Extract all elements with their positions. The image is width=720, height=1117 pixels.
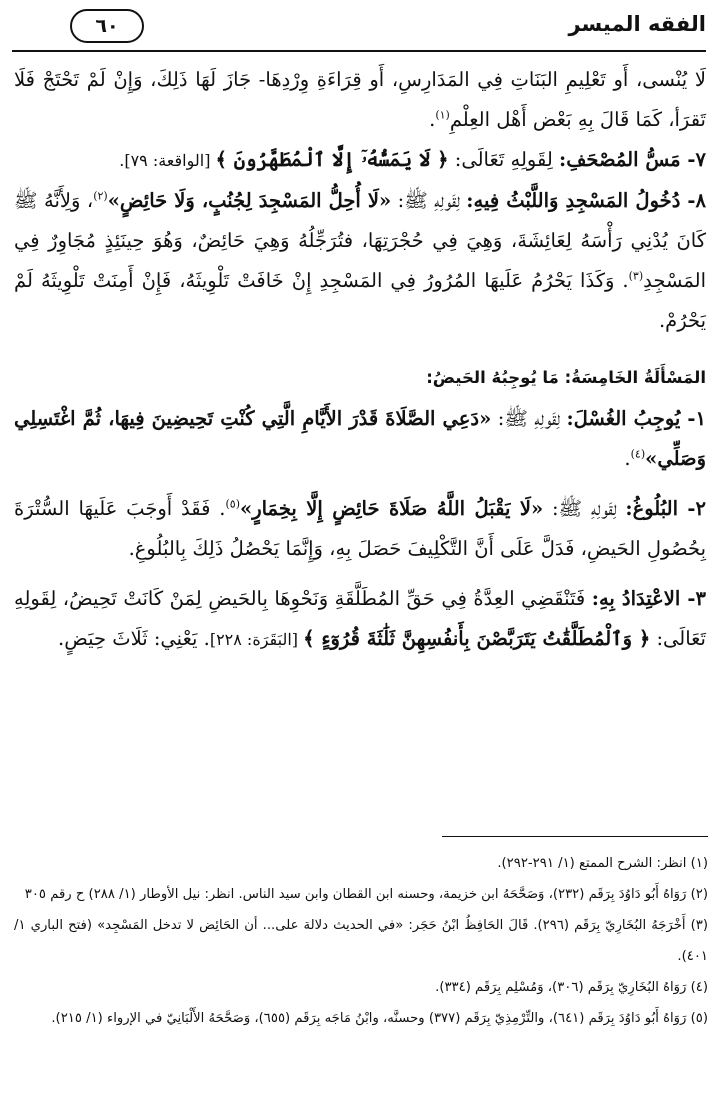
footnote-5: (٥) رَوَاهُ أَبُو دَاوُدَ بِرَقَم (٦٤١)، والتِّرْمِذِيّ بِرَقَم (٣٧٧) وحسنَّه، وابْنُ مَاجَه بِرَقَم (٦٥٥)، وَصَحَّحَهُ الأَلْبَانِيّ في الإرواء (١/ ٢١٥). xyxy=(51,1011,708,1026)
footnote-2: (٢) رَوَاهُ أَبُو دَاوُدَ بِرَقَم (٢٣٢)، وَصَحَّحَهُ ابن خزيمة، وحسنه ابن القطان وابن سيد الناس. انظر: نيل الأوطار (١/ ٢٨٨) ح رقم ٣٠٥ xyxy=(24,887,708,902)
footnote-marker: (٢) xyxy=(93,189,108,203)
hadith-quote: «دَعِي الصَّلَاةَ قَدْرَ الأَيَّامِ الَّتِي كُنْتِ تَحِيضِينَ فِيهَا، ثُمَّ اغْتَسِلِي وَصَلِّي» xyxy=(14,407,706,470)
footnote-marker: (٤) xyxy=(630,447,646,461)
page-header xyxy=(12,8,706,48)
footnote-1: (١) انظر: الشرح الممتع (١/ ٢٩١-٢٩٢). xyxy=(497,856,708,871)
item-heading: ١- يُوجِبُ الغُسْلَ: xyxy=(566,407,706,430)
paragraph-puberty: ٢- البُلُوغُ: لِقَولِهِ ﷺ: «لَا يَقْبَلُ اللَّهُ صَلَاةَ حَائِضٍ إِلَّا بِخِمَارٍ»$^{(٥)}$. فَقَدْ أَوجَبَ عَلَيهَا السُّتْرَةَ بِحُصُولِ الحَيضِ، فَدَلَّ عَلَى أَنَّ التَّكْلِيفَ حَصَلَ بِهِ، وَإِنَّمَا يَحْصُلُ ذَلِكَ بِالبُلُوغِ. xyxy=(14,497,706,560)
paragraph-recitation-permission: لَا يُنْسى، أَو تَعْلِيمِ البَنَاتِ فِي المَدَارِسِ، أَو قِرَاءَةِ وِرْدِهَا- جَازَ لَهَا ذَلِكَ، وَإِنْ لَمْ تَحْتَجْ فَلَا تَقرَأ، كَمَا قَالَ بِهِ بَعْض أَهْل العِلْمِ$^{(١)}$. xyxy=(14,68,706,131)
paragraph-iddah: ٣- الاعْتِدَادُ بِهِ: فَتَنْقَضِي العِدَّةُ فِي حَقِّ المُطَلَّقَةِ وَنَحْوِهَا بِالحَيضِ لِمَنْ كَانَتْ تَحِيضُ، لِقَولِهِ تَعَالَى: ﴿ وَٱلْمُطَلَّقَٰتُ يَتَرَبَّصْنَ بِأَنفُسِهِنَّ ثَلَٰثَةَ قُرُوٓءٍ ﴾ [البَقَرَة: ٢٢٨]. يَعْنِي: ثَلَاثَ حِيَضٍ. xyxy=(14,587,706,650)
item-heading: ٧- مَسُّ المُصْحَفِ: xyxy=(559,148,706,171)
paragraph-entering-mosque: ٨- دُخُولُ المَسْجِدِ وَاللَّبْثُ فِيهِ: لِقَولِهِ ﷺ: «لَا أُحِلُّ المَسْجِدَ لِجُنُبٍ، وَلَا حَائِضٍ»$^{(٢)}$، وَلِأَنَّهُ ﷺ كَانَ يُدْنِي رَأْسَهُ لِعَائِشَةَ، وَهِيَ فِي حُجْرَتِهَا، فتُرَجِّلُهُ وَهِيَ حَائِضٌ، وَهُوَ حِينَئِذٍ مُجَاوِرٌ فِي المَسْجِدِ$^{(٣)}$. وَكَذَا يَحْرُمُ عَلَيهَا المُرُورُ فِي المَسْجِدِ إِنْ خَافَتْ تَلْوِيثَهُ، فَإِنْ أَمِنَتْ تَلْوِيثَهُ لَمْ يَحْرُمْ. xyxy=(14,189,706,332)
verse-reference: [الواقعة: ٧٩]. xyxy=(119,151,216,170)
verse-reference: [البَقَرَة: ٢٢٨] xyxy=(209,630,304,649)
quran-quote: ﴿ وَٱلْمُطَلَّقَٰتُ يَتَرَبَّصْنَ بِأَنفُسِهِنَّ ثَلَٰثَةَ قُرُوٓءٍ ﴾ xyxy=(303,627,651,650)
footnotes xyxy=(14,848,708,1034)
running-title: الفقه الميسر xyxy=(568,12,706,36)
header-divider xyxy=(12,50,706,52)
paragraph-touching-mushaf: ٧- مَسُّ المُصْحَفِ: لِقَولِهِ تَعَالَى: ﴿ لَا يَمَسُّهُۥٓ إِلَّا ٱلْمُطَهَّرُونَ ﴾ [الواقعة: ٧٩]. xyxy=(119,148,706,171)
footnote-marker: (٥) xyxy=(225,497,241,511)
section-heading: المَسْأَلَةُ الخَامِسَةُ: مَا يُوجِبُهُ الحَيضُ: xyxy=(426,368,706,387)
footnote-divider xyxy=(442,836,708,837)
main-text xyxy=(14,60,706,660)
page-number: ٦٠ xyxy=(70,9,144,43)
paragraph-ghusl: ١- يُوجِبُ الغُسْلَ: لِقَولِهِ ﷺ: «دَعِي الصَّلَاةَ قَدْرَ الأَيَّامِ الَّتِي كُنْتِ تَحِيضِينَ فِيهَا، ثُمَّ اغْتَسِلِي وَصَلِّي»$^{(٤)}$. xyxy=(14,407,706,470)
item-heading: ٣- الاعْتِدَادُ بِهِ: xyxy=(591,587,706,610)
item-heading: ٢- البُلُوغُ: xyxy=(625,497,706,520)
quran-quote: ﴿ لَا يَمَسُّهُۥٓ إِلَّا ٱلْمُطَهَّرُونَ ﴾ xyxy=(215,148,449,171)
item-heading: ٨- دُخُولُ المَسْجِدِ وَاللَّبْثُ فِيهِ: xyxy=(466,189,706,212)
footnote-marker: (٣) xyxy=(628,269,644,283)
hadith-quote: «لَا أُحِلُّ المَسْجِدَ لِجُنُبٍ، وَلَا حَائِضٍ» xyxy=(107,189,392,212)
footnote-3: (٣) أَخْرَجَهُ البُخَارِيّ بِرَقَم (٢٩٦). قَالَ الحَافِظُ ابْنُ حَجَر: «في الحديث دلالة على... أن الحَائِض لا تدخل المَسْجِد» (فتح الباري ١/ ٤٠١). xyxy=(14,918,708,964)
footnote-marker: (١) xyxy=(435,108,450,122)
footnote-4: (٤) رَوَاهُ البُخَارِيّ بِرَقَم (٣٠٦)، وَمُسْلِم بِرَقَم (٣٣٤). xyxy=(435,980,708,995)
hadith-quote: «لَا يَقْبَلُ اللَّهُ صَلَاةَ حَائِضٍ إِلَّا بِخِمَارٍ» xyxy=(240,497,544,520)
